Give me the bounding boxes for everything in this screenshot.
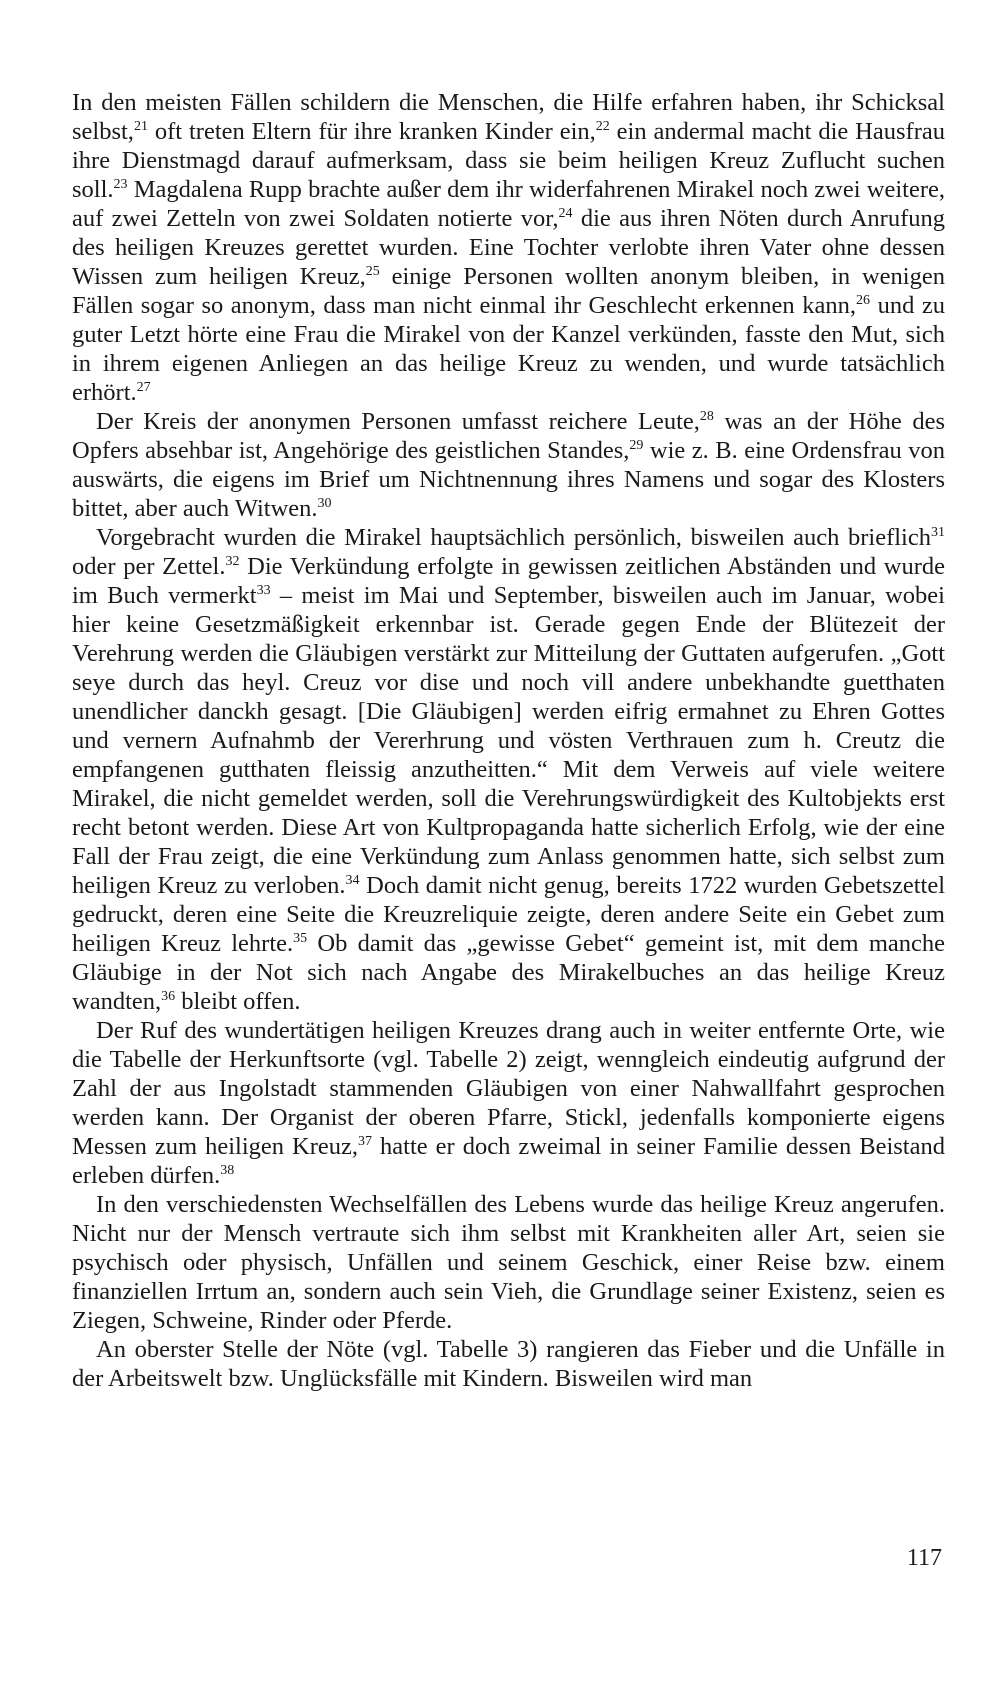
footnote-marker: 22: [595, 119, 610, 134]
footnote-marker: 38: [220, 1163, 235, 1178]
footnote-marker: 34: [345, 873, 360, 888]
footnote-marker: 32: [225, 554, 240, 569]
text-segment: einige Personen wollten anonym bleiben, in wenigen Fällen sogar so anonym, dass man nicht einmal ihr Geschlecht erkennen kann,: [72, 263, 945, 319]
paragraph: [72, 523, 945, 1016]
footnote-marker: 33: [256, 583, 271, 598]
footnote-marker: 31: [931, 525, 945, 540]
paragraph: [72, 407, 945, 523]
footnote-marker: 26: [856, 293, 870, 308]
text-segment: oft treten Eltern für ihre kranken Kinder ein,: [147, 118, 596, 145]
paragraph: [72, 1190, 945, 1335]
footnote-marker: 21: [133, 119, 148, 134]
page-body: [72, 88, 945, 1393]
text-segment: An oberster Stelle der Nöte (vgl. Tabelle 3) rangieren das Fieber und die Unfälle in der Arbeitswelt bzw. Unglücksfälle mit Kindern. Bisweilen wird man: [72, 1336, 945, 1392]
text-segment: hatte er doch zweimal in seiner Familie dessen Beistand erleben dürfen.: [72, 1133, 945, 1189]
text-segment: In den meisten Fällen schildern die Menschen, die Hilfe erfahren haben, ihr Schicksal selbst,: [72, 89, 945, 145]
paragraph: [72, 1335, 945, 1393]
text-segment: In den verschiedensten Wechselfällen des Lebens wurde das heilige Kreuz angerufen. Nicht nur der Mensch vertraute sich ihm selbst mit Krankheiten aller Art, seien sie psychisch oder physisch, Unfällen und seinem Geschick, einer Reise bzw. einem finanziellen Irrtum an, sondern auch sein Vieh, die Grundlage seiner Existenz, seien es Ziegen, Schweine, Rinder oder Pferde.: [72, 1191, 945, 1334]
text-segment: die aus ihren Nöten durch Anrufung des heiligen Kreuzes gerettet wurden. Eine Tochter verlobte ihren Vater ohne dessen Wissen zum heiligen Kreuz,: [72, 205, 945, 290]
text-segment: – meist im Mai und September, bisweilen auch im Januar, wobei hier keine Gesetzmäßigkeit erkennbar ist. Gerade gegen Ende der Blütezeit der Verehrung werden die Gläubigen verstärkt zur Mitteilung der Guttaten aufgerufen. „Gott seye durch das heyl. Creuz vor dise und noch vill andere unbekhandte guetthaten unendlicher danckh gesagt. [Die Gläubigen] werden eifrig ermahnet zu Ehren Gottes und vernern Aufnahmb der Vererhrung und vösten Verthrauen zum h. Creutz die empfangenen gutthaten fleissig anzutheitten.“ Mit dem Verweis auf viele weitere Mirakel, die nicht gemeldet werden, soll die Verehrungswürdigkeit des Kultobjekts erst recht betont werden. Diese Art von Kultpropaganda hatte sicherlich Erfolg, wie der eine Fall der Frau zeigt, die eine Verkündung zum Anlass genommen hatte, sich selbst zum heiligen Kreuz zu verloben.: [72, 582, 945, 899]
text-segment: was an der Höhe des Opfers absehbar ist, Angehörige des geistlichen Standes,: [72, 408, 945, 464]
footnote-marker: 24: [558, 206, 573, 221]
footnote-marker: 35: [293, 931, 308, 946]
text-segment: oder per Zettel.: [72, 553, 226, 580]
text-segment: Der Kreis der anonymen Personen umfasst reichere Leute,: [96, 408, 700, 435]
text-segment: Vorgebracht wurden die Mirakel hauptsächlich persönlich, bisweilen auch brieflich: [96, 524, 931, 551]
footnote-marker: 27: [136, 380, 151, 395]
text-segment: Ob damit das „gewisse Gebet“ gemeint ist, mit dem manche Gläubige in der Not sich nach Angabe des Mirakelbuches an das heilige Kreuz wandten,: [72, 930, 946, 1015]
footnote-marker: 30: [317, 496, 332, 511]
footnote-marker: 37: [358, 1134, 373, 1149]
text-segment: Der Ruf des wundertätigen heiligen Kreuzes drang auch in weiter entfernte Orte, wie die Tabelle der Herkunftsorte (vgl. Tabelle 2) zeigt, wenngleich eindeutig aufgrund der Zahl der aus Ingolstadt stammenden Gläubigen von einer Nahwallfahrt gesprochen werden kann. Der Organist der oberen Pfarre, Stickl, jedenfalls komponierte eigens Messen zum heiligen Kreuz,: [72, 1017, 945, 1160]
paragraph: [72, 88, 945, 407]
text-segment: wie z. B. eine Ordensfrau von auswärts, die eigens im Brief um Nichtnennung ihres Namens und sogar des Klosters bittet, aber auch Witwen.: [72, 437, 945, 522]
text-segment: Doch damit nicht genug, bereits 1722 wurden Gebetszettel gedruckt, deren eine Seite die Kreuzreliquie zeigte, deren andere Seite ein Gebet zum heiligen Kreuz lehrte.: [72, 872, 946, 957]
footnote-marker: 25: [365, 264, 380, 279]
footnote-marker: 29: [629, 438, 644, 453]
footnote-marker: 23: [113, 177, 128, 192]
text-segment: bleibt offen.: [175, 988, 301, 1015]
text-segment: Die Verkündung erfolgte in gewissen zeitlichen Abständen und wurde im Buch vermerkt: [72, 553, 945, 609]
paragraph: [72, 1016, 945, 1190]
text-segment: Magdalena Rupp brachte außer dem ihr widerfahrenen Mirakel noch zwei weitere, auf zwei Zetteln von zwei Soldaten notierte vor,: [72, 176, 945, 232]
text-segment: ein andermal macht die Hausfrau ihre Dienstmagd darauf aufmerksam, dass sie beim heiligen Kreuz Zuflucht suchen soll.: [72, 118, 945, 203]
text-segment: und zu guter Letzt hörte eine Frau die Mirakel von der Kanzel verkünden, fasste den Mut, sich in ihrem eigenen Anliegen an das heilige Kreuz zu wenden, und wurde tatsächlich erhört.: [72, 292, 946, 406]
footnote-marker: 28: [699, 409, 714, 424]
page-number: 117: [906, 1545, 942, 1571]
footnote-marker: 36: [161, 989, 176, 1004]
